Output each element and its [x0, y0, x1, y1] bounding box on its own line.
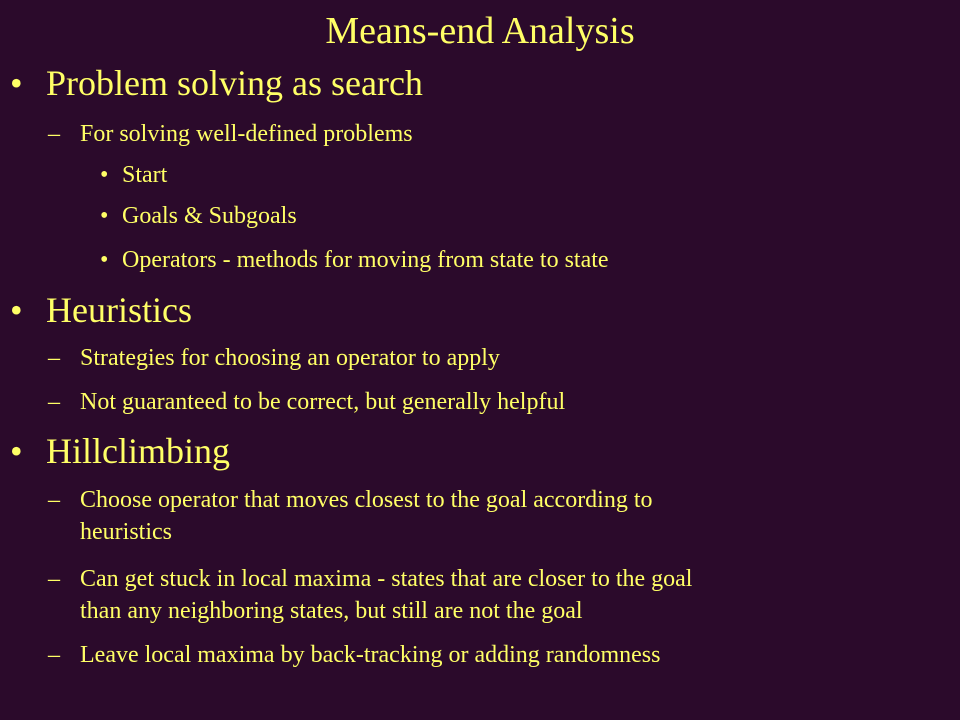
subpoint-choose-operator-cont: [80, 518, 172, 546]
dash-icon: –: [48, 345, 60, 371]
item-text: Operators - methods for moving from state to state: [122, 247, 609, 273]
bullet-dot-icon: •: [10, 290, 23, 330]
bullet-dot-icon: •: [10, 63, 23, 103]
subpoint-text: Choose operator that moves closest to the goal according to: [80, 487, 653, 513]
subpoint-text: For solving well-defined problems: [80, 121, 413, 147]
heading-problem-solving: Problem solving as search: [46, 63, 423, 103]
slide-title: Means-end Analysis: [325, 10, 635, 52]
subpoint-text: than any neighboring states, but still are not the goal: [80, 598, 583, 624]
subpoint-text: Can get stuck in local maxima - states that are closer to the goal: [80, 566, 693, 592]
bullet-dot-icon: •: [100, 162, 109, 188]
bullet-dot-icon: •: [10, 431, 23, 471]
item-text: Goals & Subgoals: [122, 203, 297, 229]
bullet-dot-icon: •: [100, 203, 109, 229]
dash-icon: –: [48, 642, 60, 668]
subpoint-text: heuristics: [80, 519, 172, 545]
dash-icon: –: [48, 121, 60, 147]
subpoint-stuck-cont: [80, 597, 583, 625]
item-text: Start: [122, 162, 168, 188]
dash-icon: –: [48, 389, 60, 415]
dash-icon: –: [48, 487, 60, 513]
subpoint-text: Strategies for choosing an operator to apply: [80, 345, 500, 371]
heading-heuristics: Heuristics: [46, 290, 192, 330]
bullet-dot-icon: •: [100, 247, 109, 273]
heading-hillclimbing: Hillclimbing: [46, 431, 230, 471]
subpoint-text: Not guaranteed to be correct, but generally helpful: [80, 389, 566, 415]
subpoint-text: Leave local maxima by back-tracking or adding randomness: [80, 642, 661, 668]
dash-icon: –: [48, 566, 60, 592]
